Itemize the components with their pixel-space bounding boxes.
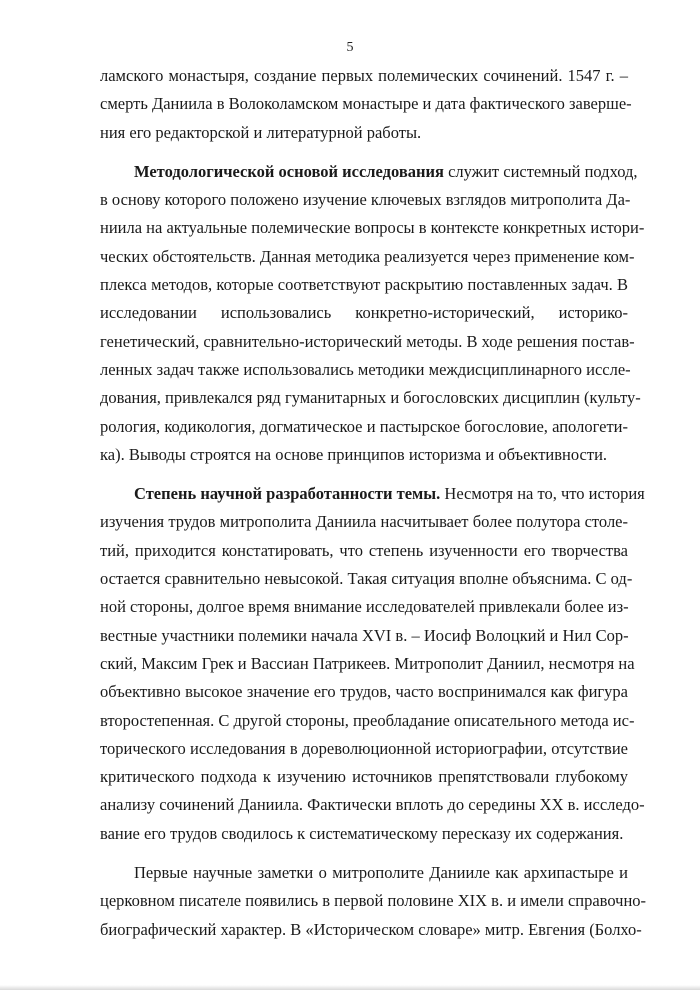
line-text: остается сравнительно невысокой. Такая ситуация вполне объяснима. С од- (100, 569, 633, 589)
line-text: объективно высокое значение его трудов, часто воспринимался как фигура (100, 682, 628, 702)
text-line (100, 791, 645, 819)
text-line (100, 859, 628, 887)
text-line (100, 508, 628, 536)
text-line (100, 62, 628, 90)
text-line (100, 90, 632, 118)
text-line (100, 214, 645, 242)
line-text: торического исследования в дореволюционной историографии, отсутствие (100, 738, 628, 758)
text-line (100, 593, 628, 621)
text-line (100, 820, 628, 848)
line-text: анализу сочинений Даниила. Фактически вплоть до середины XX в. исследо- (100, 795, 645, 815)
line-text: дования, привлекался ряд гуманитарных и богословских дисциплин (культу- (100, 388, 641, 408)
paragraph (100, 480, 645, 848)
text-line (100, 707, 635, 735)
text-line (100, 887, 647, 915)
line-text: Первые научные заметки о митрополите Данииле как архипастыре и (134, 863, 628, 883)
text-line (100, 158, 638, 186)
text-line (100, 119, 628, 147)
line-text: ческих обстоятельств. Данная методика реализуется через применение ком- (100, 246, 635, 266)
line-text: критического подхода к изучению источников препятствовали глубокому (100, 767, 628, 787)
text-line (100, 413, 628, 441)
line-text: Несмотря на то, что история (440, 484, 645, 504)
line-text: второстепенная. С другой стороны, преобладание описательного метода ис- (100, 710, 635, 730)
line-text: вание его трудов сводилось к систематическому пересказу их содержания. (100, 823, 624, 843)
text-line (100, 537, 628, 565)
text-line (100, 678, 628, 706)
line-text: ленных задач также использовались методики междисциплинарного иссле- (100, 359, 631, 379)
text-line (100, 763, 628, 791)
line-text: ский, Максим Грек и Вассиан Патрикеев. Митрополит Даниил, несмотря на (100, 653, 635, 673)
text-line (100, 565, 633, 593)
line-text: ламского монастыря, создание первых полемических сочинений. 1547 г. – (100, 66, 628, 85)
text-line (100, 916, 642, 944)
line-text: изучения трудов митрополита Даниила насчитывает более полутора столе- (100, 512, 628, 532)
paragraph (100, 859, 647, 944)
line-text: тий, приходится констатировать, что степень изученности его творчества (100, 540, 628, 560)
bold-lead-in: Методологической основой исследования (134, 161, 444, 181)
line-text: смерть Даниила в Волоколамском монастыре и дата фактического заверше- (100, 94, 632, 114)
text-line (100, 186, 631, 214)
text-line (100, 299, 628, 327)
text-line (100, 622, 628, 650)
line-text: вестные участники полемики начала XVI в. – Иосиф Волоцкий и Нил Сор- (100, 625, 629, 645)
text-line (100, 384, 641, 412)
text-line (100, 735, 628, 763)
line-text: биографический характер. В «Историческом словаре» митр. Евгения (Болхо- (100, 919, 642, 939)
line-text: генетический, сравнительно-исторический методы. В ходе решения постав- (100, 331, 635, 351)
line-text: церковном писателе появились в первой половине XIX в. и имели справочно- (100, 891, 647, 911)
page-number: 5 (346, 40, 354, 55)
line-text: плекса методов, которые соответствуют раскрытию поставленных задач. В (100, 275, 628, 295)
line-text: ной стороны, долгое время внимание исследователей привлекали более из- (100, 597, 629, 617)
text-line (100, 356, 631, 384)
bold-lead-in: Степень научной разработанности темы. (134, 484, 441, 504)
line-text: исследовании использовались конкретно-исторический, историко- (100, 303, 628, 323)
text-line (100, 243, 635, 271)
paragraph (100, 62, 632, 147)
paragraph (100, 158, 645, 469)
text-line (100, 650, 635, 678)
line-text: в основу которого положено изучение ключевых взглядов митрополита Да- (100, 190, 631, 210)
line-text: ка). Выводы строятся на основе принципов историзма и объективности. (100, 444, 608, 464)
text-line (100, 271, 628, 299)
line-text: ниила на актуальные полемические вопросы в контексте конкретных истори- (100, 218, 645, 238)
text-line (100, 480, 645, 508)
line-text: служит системный подход, (443, 161, 638, 181)
line-text: ния его редакторской и литературной работы. (100, 122, 422, 142)
document-body (100, 62, 647, 944)
text-line (100, 441, 628, 469)
line-text: рология, кодикология, догматическое и пастырское богословие, апологети- (100, 416, 628, 436)
text-line (100, 328, 635, 356)
page-edge-shadow (0, 985, 700, 990)
